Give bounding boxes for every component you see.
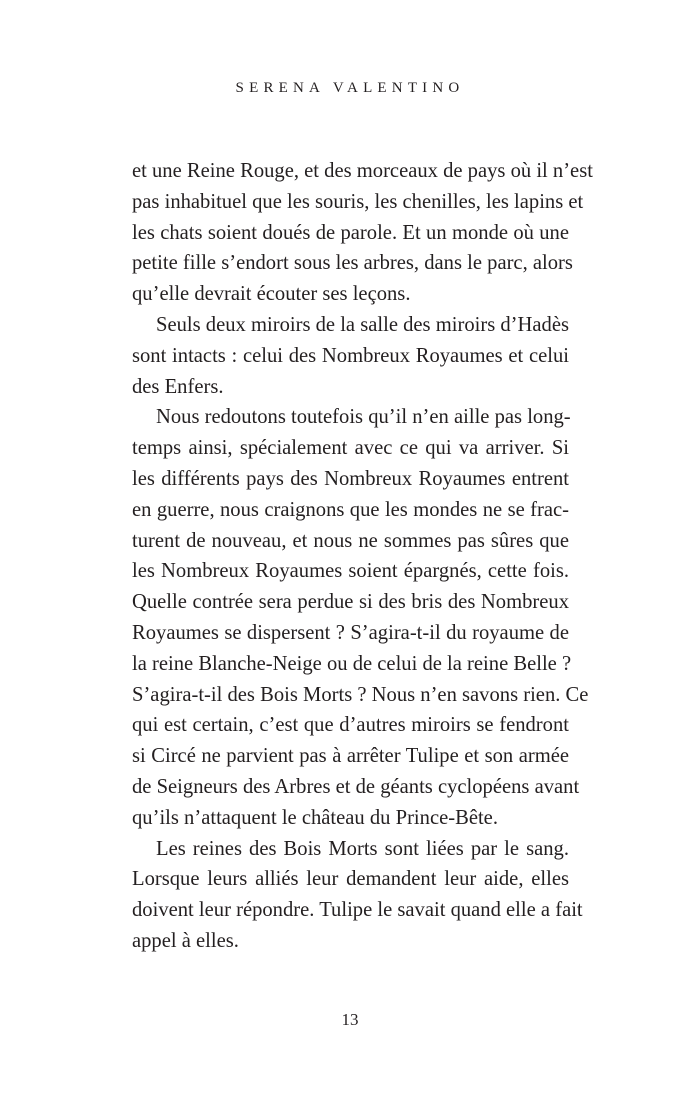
text-line: les Nombreux Royaumes soient épargnés, cette fois. [132,560,569,583]
text-line: doivent leur répondre. Tulipe le savait quand elle a fait [132,899,583,922]
text-line: Lorsque leurs alliés leur demandent leur aide, elles [132,868,569,891]
text-line: la reine Blanche-Neige ou de celui de la reine Belle ? [132,652,572,675]
text-line: et une Reine Rouge, et des morceaux de pays où il n’est [132,160,593,182]
text-line: S’agira-t-il des Bois Morts ? Nous n’en savons rien. Ce [132,683,589,706]
running-header-author: SERENA VALENTINO [235,80,465,96]
text-line: pas inhabituel que les souris, les chenilles, les lapins et [132,190,584,213]
text-line: Nous redoutons toutefois qu’il n’en aille pas long- [156,406,571,429]
text-line: sont intacts : celui des Nombreux Royaumes et celui [132,344,569,367]
text-line: qu’ils n’attaquent le château du Prince-Bête. [132,806,498,829]
text-line: des Enfers. [132,375,224,398]
text-line: appel à elles. [132,929,239,952]
text-line: qui est certain, c’est que d’autres miroirs se fendront [132,714,569,737]
text-line: qu’elle devrait écouter ses leçons. [132,283,411,306]
text-line: petite fille s’endort sous les arbres, dans le parc, alors [132,252,573,275]
text-line: Quelle contrée sera perdue si des bris des Nombreux [132,591,569,614]
page-number: 13 [341,1010,359,1029]
text-line: Seuls deux miroirs de la salle des miroirs d’Hadès [156,313,569,336]
text-line: turent de nouveau, et nous ne sommes pas sûres que [132,529,569,552]
text-line: si Circé ne parvient pas à arrêter Tulipe et son armée [132,745,569,768]
body-text [132,156,593,957]
text-line: les différents pays des Nombreux Royaumes entrent [132,467,569,490]
text-line: en guerre, nous craignons que les mondes ne se frac- [132,498,569,521]
text-line: Les reines des Bois Morts sont liées par le sang. [156,837,569,860]
text-line: Royaumes se dispersent ? S’agira-t-il du royaume de [132,621,569,644]
text-line: temps ainsi, spécialement avec ce qui va arriver. Si [132,437,569,460]
text-line: de Seigneurs des Arbres et de géants cyclopéens avant [132,775,580,798]
text-line: les chats soient doués de parole. Et un monde où une [132,221,569,244]
